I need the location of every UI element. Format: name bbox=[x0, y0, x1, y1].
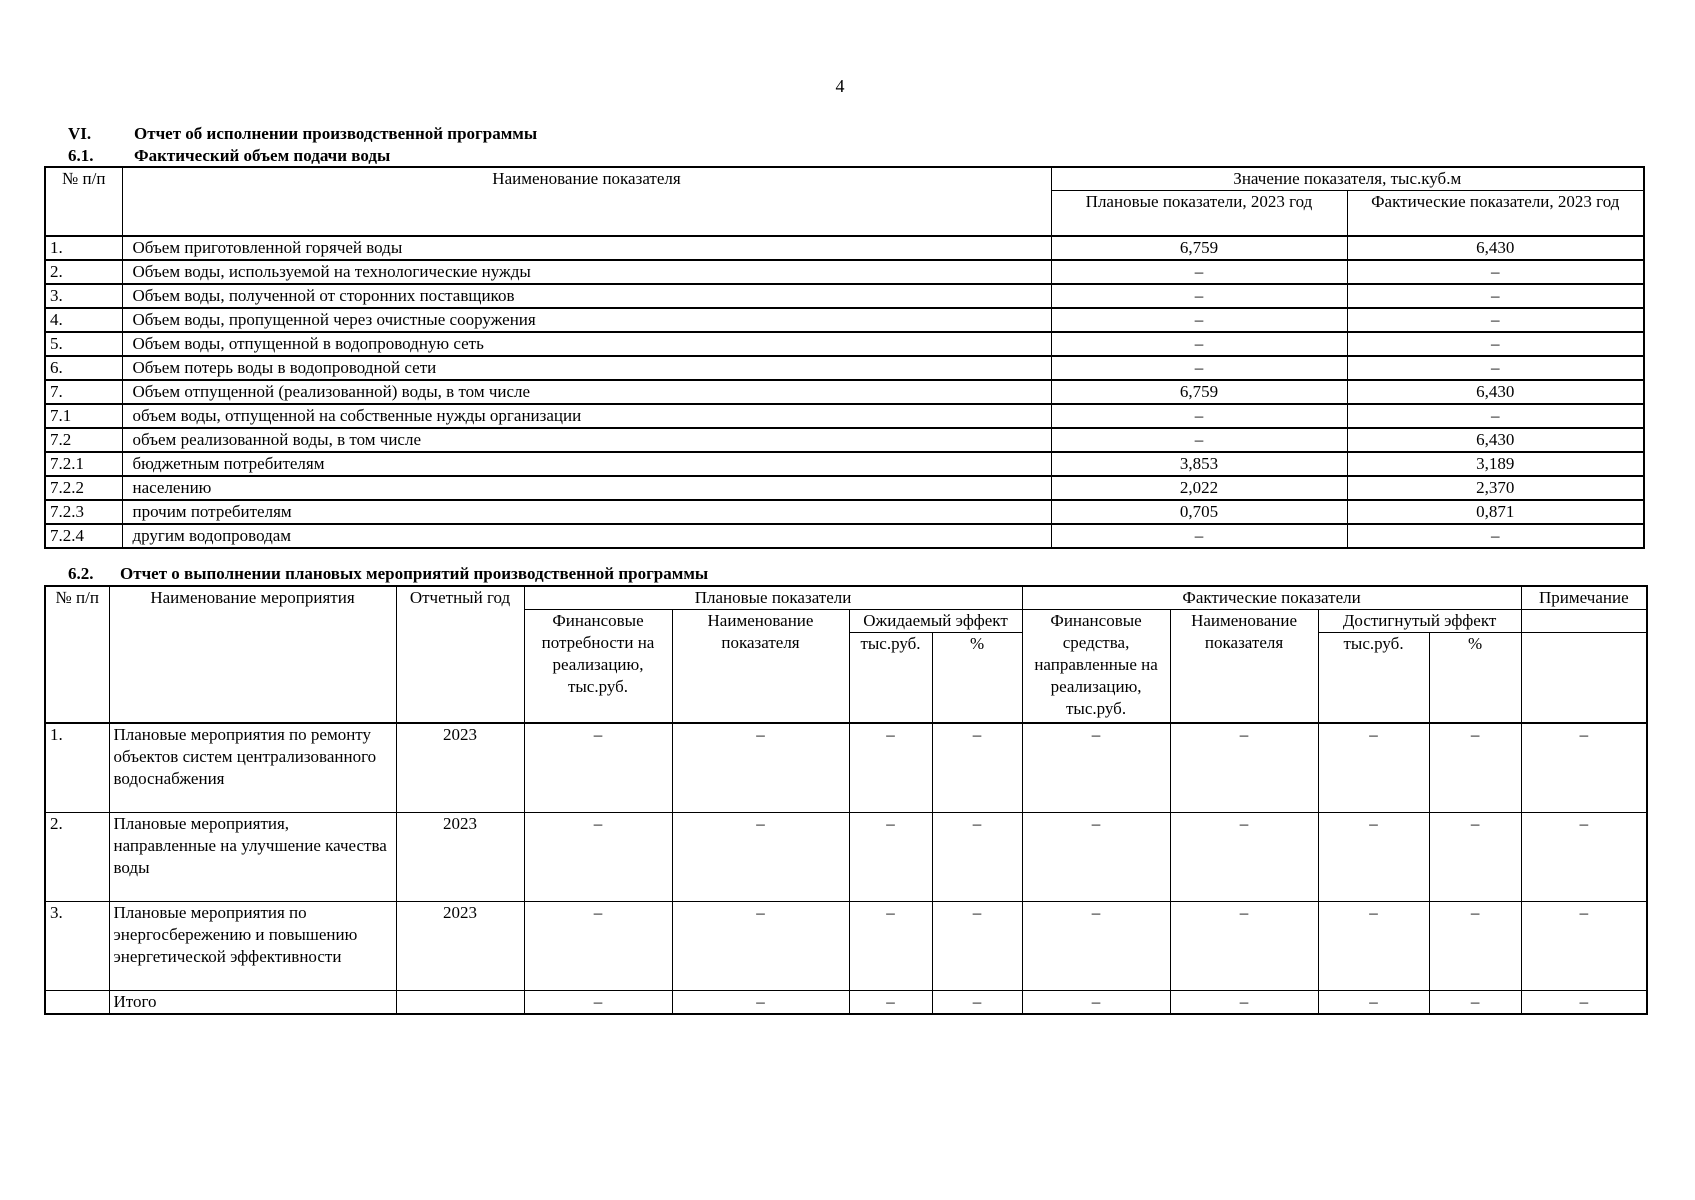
row-fact: 6,430 bbox=[1347, 236, 1644, 260]
row-num: 7.2.2 bbox=[45, 476, 122, 500]
row-plan: – bbox=[1051, 332, 1347, 356]
row-value-7: – bbox=[1318, 723, 1429, 813]
row-plan: – bbox=[1051, 356, 1347, 380]
header-plan-indicator: Наименование показателя bbox=[672, 610, 849, 724]
row-name: населению bbox=[122, 476, 1051, 500]
header-plan-pct: % bbox=[932, 633, 1022, 724]
row-fact: – bbox=[1347, 308, 1644, 332]
row-fact: – bbox=[1347, 332, 1644, 356]
total-value-2: – bbox=[672, 991, 849, 1015]
total-value-6: – bbox=[1170, 991, 1318, 1015]
section-6-2-heading bbox=[68, 564, 708, 584]
header-note: Примечание bbox=[1521, 586, 1647, 610]
header-value-group: Значение показателя, тыс.куб.м bbox=[1051, 167, 1644, 191]
section-6-1-heading bbox=[68, 146, 390, 166]
row-value-8: – bbox=[1429, 813, 1521, 902]
total-value-5: – bbox=[1022, 991, 1170, 1015]
table-row bbox=[45, 476, 1644, 500]
row-fact: – bbox=[1347, 356, 1644, 380]
header-fact-group: Фактические показатели bbox=[1022, 586, 1521, 610]
row-name: Объем воды, пропущенной через очистные сооружения bbox=[122, 308, 1051, 332]
row-value-8: – bbox=[1429, 902, 1521, 991]
row-value-9: – bbox=[1521, 813, 1647, 902]
header-fact-effect: Достигнутый эффект bbox=[1318, 610, 1521, 633]
row-value-2: – bbox=[672, 902, 849, 991]
table-row bbox=[45, 356, 1644, 380]
row-value-9: – bbox=[1521, 723, 1647, 813]
row-plan: – bbox=[1051, 260, 1347, 284]
row-num: 4. bbox=[45, 308, 122, 332]
table-row bbox=[45, 284, 1644, 308]
total-value-4: – bbox=[932, 991, 1022, 1015]
header-plan-group: Плановые показатели bbox=[524, 586, 1022, 610]
header-note-blank bbox=[1521, 610, 1647, 633]
row-value-4: – bbox=[932, 813, 1022, 902]
row-value-4: – bbox=[932, 723, 1022, 813]
row-value-1: – bbox=[524, 813, 672, 902]
row-name: прочим потребителям bbox=[122, 500, 1051, 524]
row-name: Объем воды, полученной от сторонних поставщиков bbox=[122, 284, 1051, 308]
section-number: VI. bbox=[68, 124, 92, 143]
row-plan: 2,022 bbox=[1051, 476, 1347, 500]
row-fact: 6,430 bbox=[1347, 380, 1644, 404]
header-num: № п/п bbox=[45, 586, 109, 723]
row-name: Плановые мероприятия по ремонту объектов систем централизованного водоснабжения bbox=[109, 723, 396, 813]
row-fact: – bbox=[1347, 284, 1644, 308]
header-plan: Плановые показатели, 2023 год bbox=[1051, 191, 1347, 237]
row-num: 7.2.3 bbox=[45, 500, 122, 524]
row-value-3: – bbox=[849, 813, 932, 902]
header-fact-rub: тыс.руб. bbox=[1318, 633, 1429, 724]
header-fact-pct: % bbox=[1429, 633, 1521, 724]
table-row bbox=[45, 500, 1644, 524]
row-plan: 3,853 bbox=[1051, 452, 1347, 476]
row-name: Плановые мероприятия по энергосбережению и повышению энергетической эффективности bbox=[109, 902, 396, 991]
row-fact: 3,189 bbox=[1347, 452, 1644, 476]
total-row bbox=[45, 991, 1647, 1015]
row-plan: – bbox=[1051, 428, 1347, 452]
row-value-1: – bbox=[524, 902, 672, 991]
row-plan: – bbox=[1051, 524, 1347, 548]
row-fact: 0,871 bbox=[1347, 500, 1644, 524]
row-num: 7.2.1 bbox=[45, 452, 122, 476]
total-label: Итого bbox=[109, 991, 396, 1015]
row-fact: – bbox=[1347, 260, 1644, 284]
row-name: бюджетным потребителям bbox=[122, 452, 1051, 476]
header-note-blank bbox=[1521, 633, 1647, 724]
row-name: Объем отпущенной (реализованной) воды, в том числе bbox=[122, 380, 1051, 404]
row-fact: – bbox=[1347, 524, 1644, 548]
total-year-blank bbox=[396, 991, 524, 1015]
table-row bbox=[45, 524, 1644, 548]
measures-table bbox=[44, 585, 1648, 1015]
section-number: 6.1. bbox=[68, 146, 94, 165]
row-num: 2. bbox=[45, 260, 122, 284]
row-num: 7.2.4 bbox=[45, 524, 122, 548]
row-value-1: – bbox=[524, 723, 672, 813]
table-row bbox=[45, 260, 1644, 284]
table-row bbox=[45, 452, 1644, 476]
row-name: объем реализованной воды, в том числе bbox=[122, 428, 1051, 452]
total-value-3: – bbox=[849, 991, 932, 1015]
row-name: Объем приготовленной горячей воды bbox=[122, 236, 1051, 260]
table-row bbox=[45, 332, 1644, 356]
total-value-9: – bbox=[1521, 991, 1647, 1015]
row-fact: 6,430 bbox=[1347, 428, 1644, 452]
row-value-5: – bbox=[1022, 723, 1170, 813]
page-number: 4 bbox=[835, 76, 845, 96]
section-title: Фактический объем подачи воды bbox=[134, 146, 391, 165]
row-name: Объем воды, отпущенной в водопроводную сеть bbox=[122, 332, 1051, 356]
table-row bbox=[45, 380, 1644, 404]
header-fact-fin: Финансовые средства, направленные на реализацию, тыс.руб. bbox=[1022, 610, 1170, 724]
row-num: 6. bbox=[45, 356, 122, 380]
row-name: другим водопроводам bbox=[122, 524, 1051, 548]
row-plan: – bbox=[1051, 284, 1347, 308]
section-number: 6.2. bbox=[68, 564, 94, 583]
row-num: 7.2 bbox=[45, 428, 122, 452]
table-row bbox=[45, 404, 1644, 428]
row-plan: 6,759 bbox=[1051, 380, 1347, 404]
row-value-5: – bbox=[1022, 902, 1170, 991]
row-value-3: – bbox=[849, 902, 932, 991]
row-value-7: – bbox=[1318, 813, 1429, 902]
row-num: 2. bbox=[45, 813, 109, 902]
row-plan: – bbox=[1051, 404, 1347, 428]
row-value-8: – bbox=[1429, 723, 1521, 813]
section-vi-heading bbox=[68, 124, 537, 144]
table-row bbox=[45, 236, 1644, 260]
header-plan-effect: Ожидаемый эффект bbox=[849, 610, 1022, 633]
row-value-2: – bbox=[672, 813, 849, 902]
row-plan: 0,705 bbox=[1051, 500, 1347, 524]
row-name: Объем потерь воды в водопроводной сети bbox=[122, 356, 1051, 380]
header-plan-fin: Финансовые потребности на реализацию, тыс.руб. bbox=[524, 610, 672, 724]
row-value-2: – bbox=[672, 723, 849, 813]
row-value-7: – bbox=[1318, 902, 1429, 991]
row-num: 1. bbox=[45, 236, 122, 260]
row-num: 1. bbox=[45, 723, 109, 813]
row-value-6: – bbox=[1170, 902, 1318, 991]
table-row bbox=[45, 902, 1647, 991]
header-name: Наименование показателя bbox=[122, 167, 1051, 236]
row-value-6: – bbox=[1170, 813, 1318, 902]
total-value-1: – bbox=[524, 991, 672, 1015]
row-fact: – bbox=[1347, 404, 1644, 428]
section-title: Отчет о выполнении плановых мероприятий производственной программы bbox=[120, 564, 709, 583]
row-value-5: – bbox=[1022, 813, 1170, 902]
header-plan-rub: тыс.руб. bbox=[849, 633, 932, 724]
row-num: 5. bbox=[45, 332, 122, 356]
total-value-8: – bbox=[1429, 991, 1521, 1015]
row-num: 7. bbox=[45, 380, 122, 404]
row-year: 2023 bbox=[396, 902, 524, 991]
row-value-4: – bbox=[932, 902, 1022, 991]
row-plan: – bbox=[1051, 308, 1347, 332]
row-name: Объем воды, используемой на технологические нужды bbox=[122, 260, 1051, 284]
table-row bbox=[45, 723, 1647, 813]
table-row bbox=[45, 813, 1647, 902]
row-value-9: – bbox=[1521, 902, 1647, 991]
row-name: объем воды, отпущенной на собственные нужды организации bbox=[122, 404, 1051, 428]
row-value-3: – bbox=[849, 723, 932, 813]
row-num: 3. bbox=[45, 902, 109, 991]
row-num: 3. bbox=[45, 284, 122, 308]
total-value-7: – bbox=[1318, 991, 1429, 1015]
table-row bbox=[45, 428, 1644, 452]
header-fact: Фактические показатели, 2023 год bbox=[1347, 191, 1644, 237]
row-num: 7.1 bbox=[45, 404, 122, 428]
header-fact-indicator: Наименование показателя bbox=[1170, 610, 1318, 724]
total-num-blank bbox=[45, 991, 109, 1015]
header-year: Отчетный год bbox=[396, 586, 524, 723]
row-year: 2023 bbox=[396, 813, 524, 902]
row-value-6: – bbox=[1170, 723, 1318, 813]
section-title: Отчет об исполнении производственной программы bbox=[134, 124, 538, 143]
header-name: Наименование мероприятия bbox=[109, 586, 396, 723]
row-plan: 6,759 bbox=[1051, 236, 1347, 260]
header-num: № п/п bbox=[45, 167, 122, 236]
row-name: Плановые мероприятия, направленные на улучшение качества воды bbox=[109, 813, 396, 902]
row-fact: 2,370 bbox=[1347, 476, 1644, 500]
water-supply-table bbox=[44, 166, 1645, 549]
table-row bbox=[45, 308, 1644, 332]
row-year: 2023 bbox=[396, 723, 524, 813]
